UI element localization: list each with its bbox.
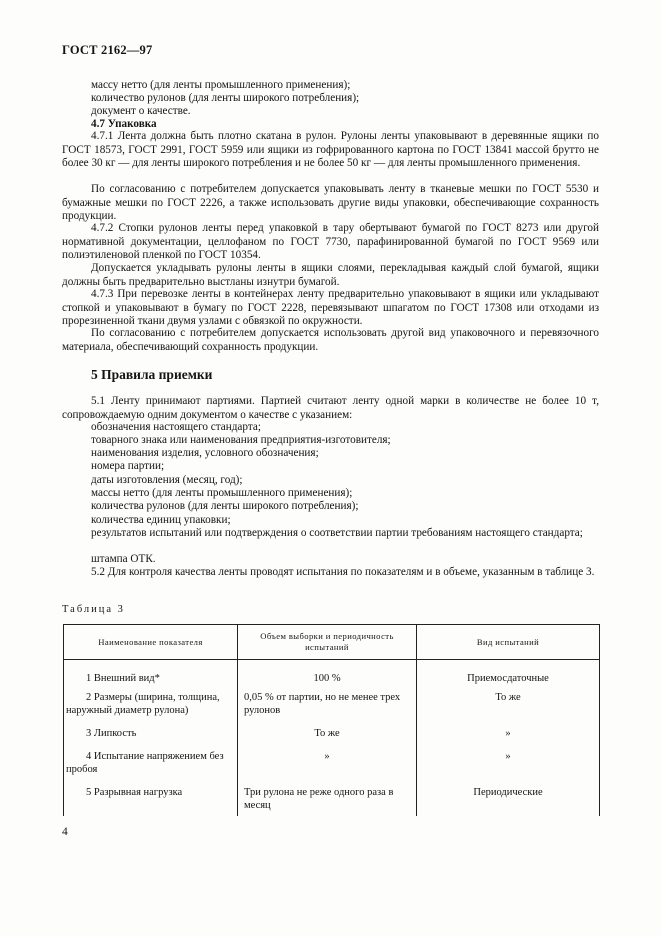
sample-volume: 0,05 % от партии, но не менее трех рулонов xyxy=(238,689,417,727)
section-heading-5: 5 Правила приемки xyxy=(91,367,213,382)
paragraph-4-7-3: 4.7.3 При перевозке ленты в контейнерах ленту предварительно упаковывают в ящики или укладывают стопкой и упаковывают в бумагу по ГОСТ 2228, перевязывают шпагатом по ГОСТ 17308 или отходами из прорезиненной ткани двумя узлами с обвязкой по окружности. xyxy=(62,288,599,328)
column-header: Вид испытаний xyxy=(417,625,600,660)
indicator-name: 1 Внешний вид* xyxy=(64,660,238,690)
list-item-stamp: штампа ОТК. xyxy=(91,553,156,565)
list-item: обозначения настоящего стандарта; xyxy=(91,421,261,433)
indicator-name: 4 Испытание напряжением без пробоя xyxy=(64,750,238,786)
indicator-name: 5 Разрывная нагрузка xyxy=(64,786,238,816)
list-item: номера партии; xyxy=(91,460,165,472)
sample-volume: 100 % xyxy=(238,660,417,690)
document-header: ГОСТ 2162—97 xyxy=(62,43,153,57)
list-item: наименования изделия, условного обозначения; xyxy=(91,447,319,459)
list-item: товарного знака или наименования предприятия-изготовителя; xyxy=(91,434,391,446)
test-type: Приемосдаточные xyxy=(417,660,600,690)
paragraph-4-7-1: 4.7.1 Лента должна быть плотно скатана в рулон. Рулоны ленты упаковывают в деревянные ящики по ГОСТ 18573, ГОСТ 2991, ГОСТ 5959 или ящики из гофрированного картона по ГОСТ 13841 массой брутто не более 30 кг — для ленты широкого потребления и не более 50 кг — для ленты промышленного применения. xyxy=(62,130,599,170)
list-item: количество рулонов (для ленты широкого потребления); xyxy=(91,92,360,104)
table-row xyxy=(64,660,600,690)
table-caption: Таблица 3 xyxy=(62,604,125,615)
list-item: массы нетто (для ленты промышленного применения); xyxy=(91,487,353,499)
column-header: Объем выборки и периодичность испытаний xyxy=(238,625,417,660)
paragraph-5-2: 5.2 Для контроля качества ленты проводят испытания по показателям и в объеме, указанным в таблице 3. xyxy=(91,566,595,578)
table-row xyxy=(64,727,600,750)
table-row xyxy=(64,750,600,786)
list-item: массу нетто (для ленты промышленного применения); xyxy=(91,79,351,91)
table-header-row xyxy=(64,625,600,660)
column-header: Наименование показателя xyxy=(64,625,238,660)
paragraph-4-7-2b: Допускается укладывать рулоны ленты в ящики слоями, перекладывая каждый слой бумагой, ящики должны быть предварительно выстланы изнутри бумагой. xyxy=(62,262,599,288)
table-row xyxy=(64,786,600,816)
test-type: Периодические xyxy=(417,786,600,816)
list-item-results: результатов испытаний или подтверждения о соответствии партии требованиям настоящего стандарта; xyxy=(91,527,583,539)
list-item: документ о качестве. xyxy=(91,105,191,117)
table-3 xyxy=(63,624,600,816)
test-type: » xyxy=(417,750,600,786)
subsection-heading-4-7: 4.7 Упаковка xyxy=(91,118,157,130)
sample-volume: То же xyxy=(238,727,417,750)
sample-volume: » xyxy=(238,750,417,786)
indicator-name: 3 Липкость xyxy=(64,727,238,750)
indicator-name: 2 Размеры (ширина, толщина, наружный диаметр рулона) xyxy=(64,689,238,727)
sample-volume: Три рулона не реже одного раза в месяц xyxy=(238,786,417,816)
test-type: То же xyxy=(417,689,600,727)
page-number: 4 xyxy=(62,826,68,838)
paragraph-4-7-3b: По согласованию с потребителем допускается использовать другой вид упаковочного и перевязочного материала, обеспечивающий сохранность продукции. xyxy=(62,327,599,353)
paragraph-5-1: 5.1 Ленту принимают партиями. Партией считают ленту одной марки в количестве не более 10 т, сопровождаемую одним документом о качестве с указанием: xyxy=(62,395,599,421)
paragraph-4-7-1b: По согласованию с потребителем допускается упаковывать ленту в тканевые мешки по ГОСТ 5530 и бумажные мешки по ГОСТ 2226, а также использовать другие виды упаковки, обеспечивающие сохранность продукции. xyxy=(62,183,599,223)
test-type: » xyxy=(417,727,600,750)
list-item: количества единиц упаковки; xyxy=(91,514,231,526)
paragraph-4-7-2: 4.7.2 Стопки рулонов ленты перед упаковкой в тару обертывают бумагой по ГОСТ 8273 или другой нормативной документации, целлофаном по ГОСТ 7730, парафинированной бумагой по ГОСТ 9569 или полиэтиленовой пленкой по ГОСТ 10354. xyxy=(62,222,599,262)
table-row xyxy=(64,689,600,727)
list-item: даты изготовления (месяц, год); xyxy=(91,474,243,486)
list-item: количества рулонов (для ленты широкого потребления); xyxy=(91,500,359,512)
